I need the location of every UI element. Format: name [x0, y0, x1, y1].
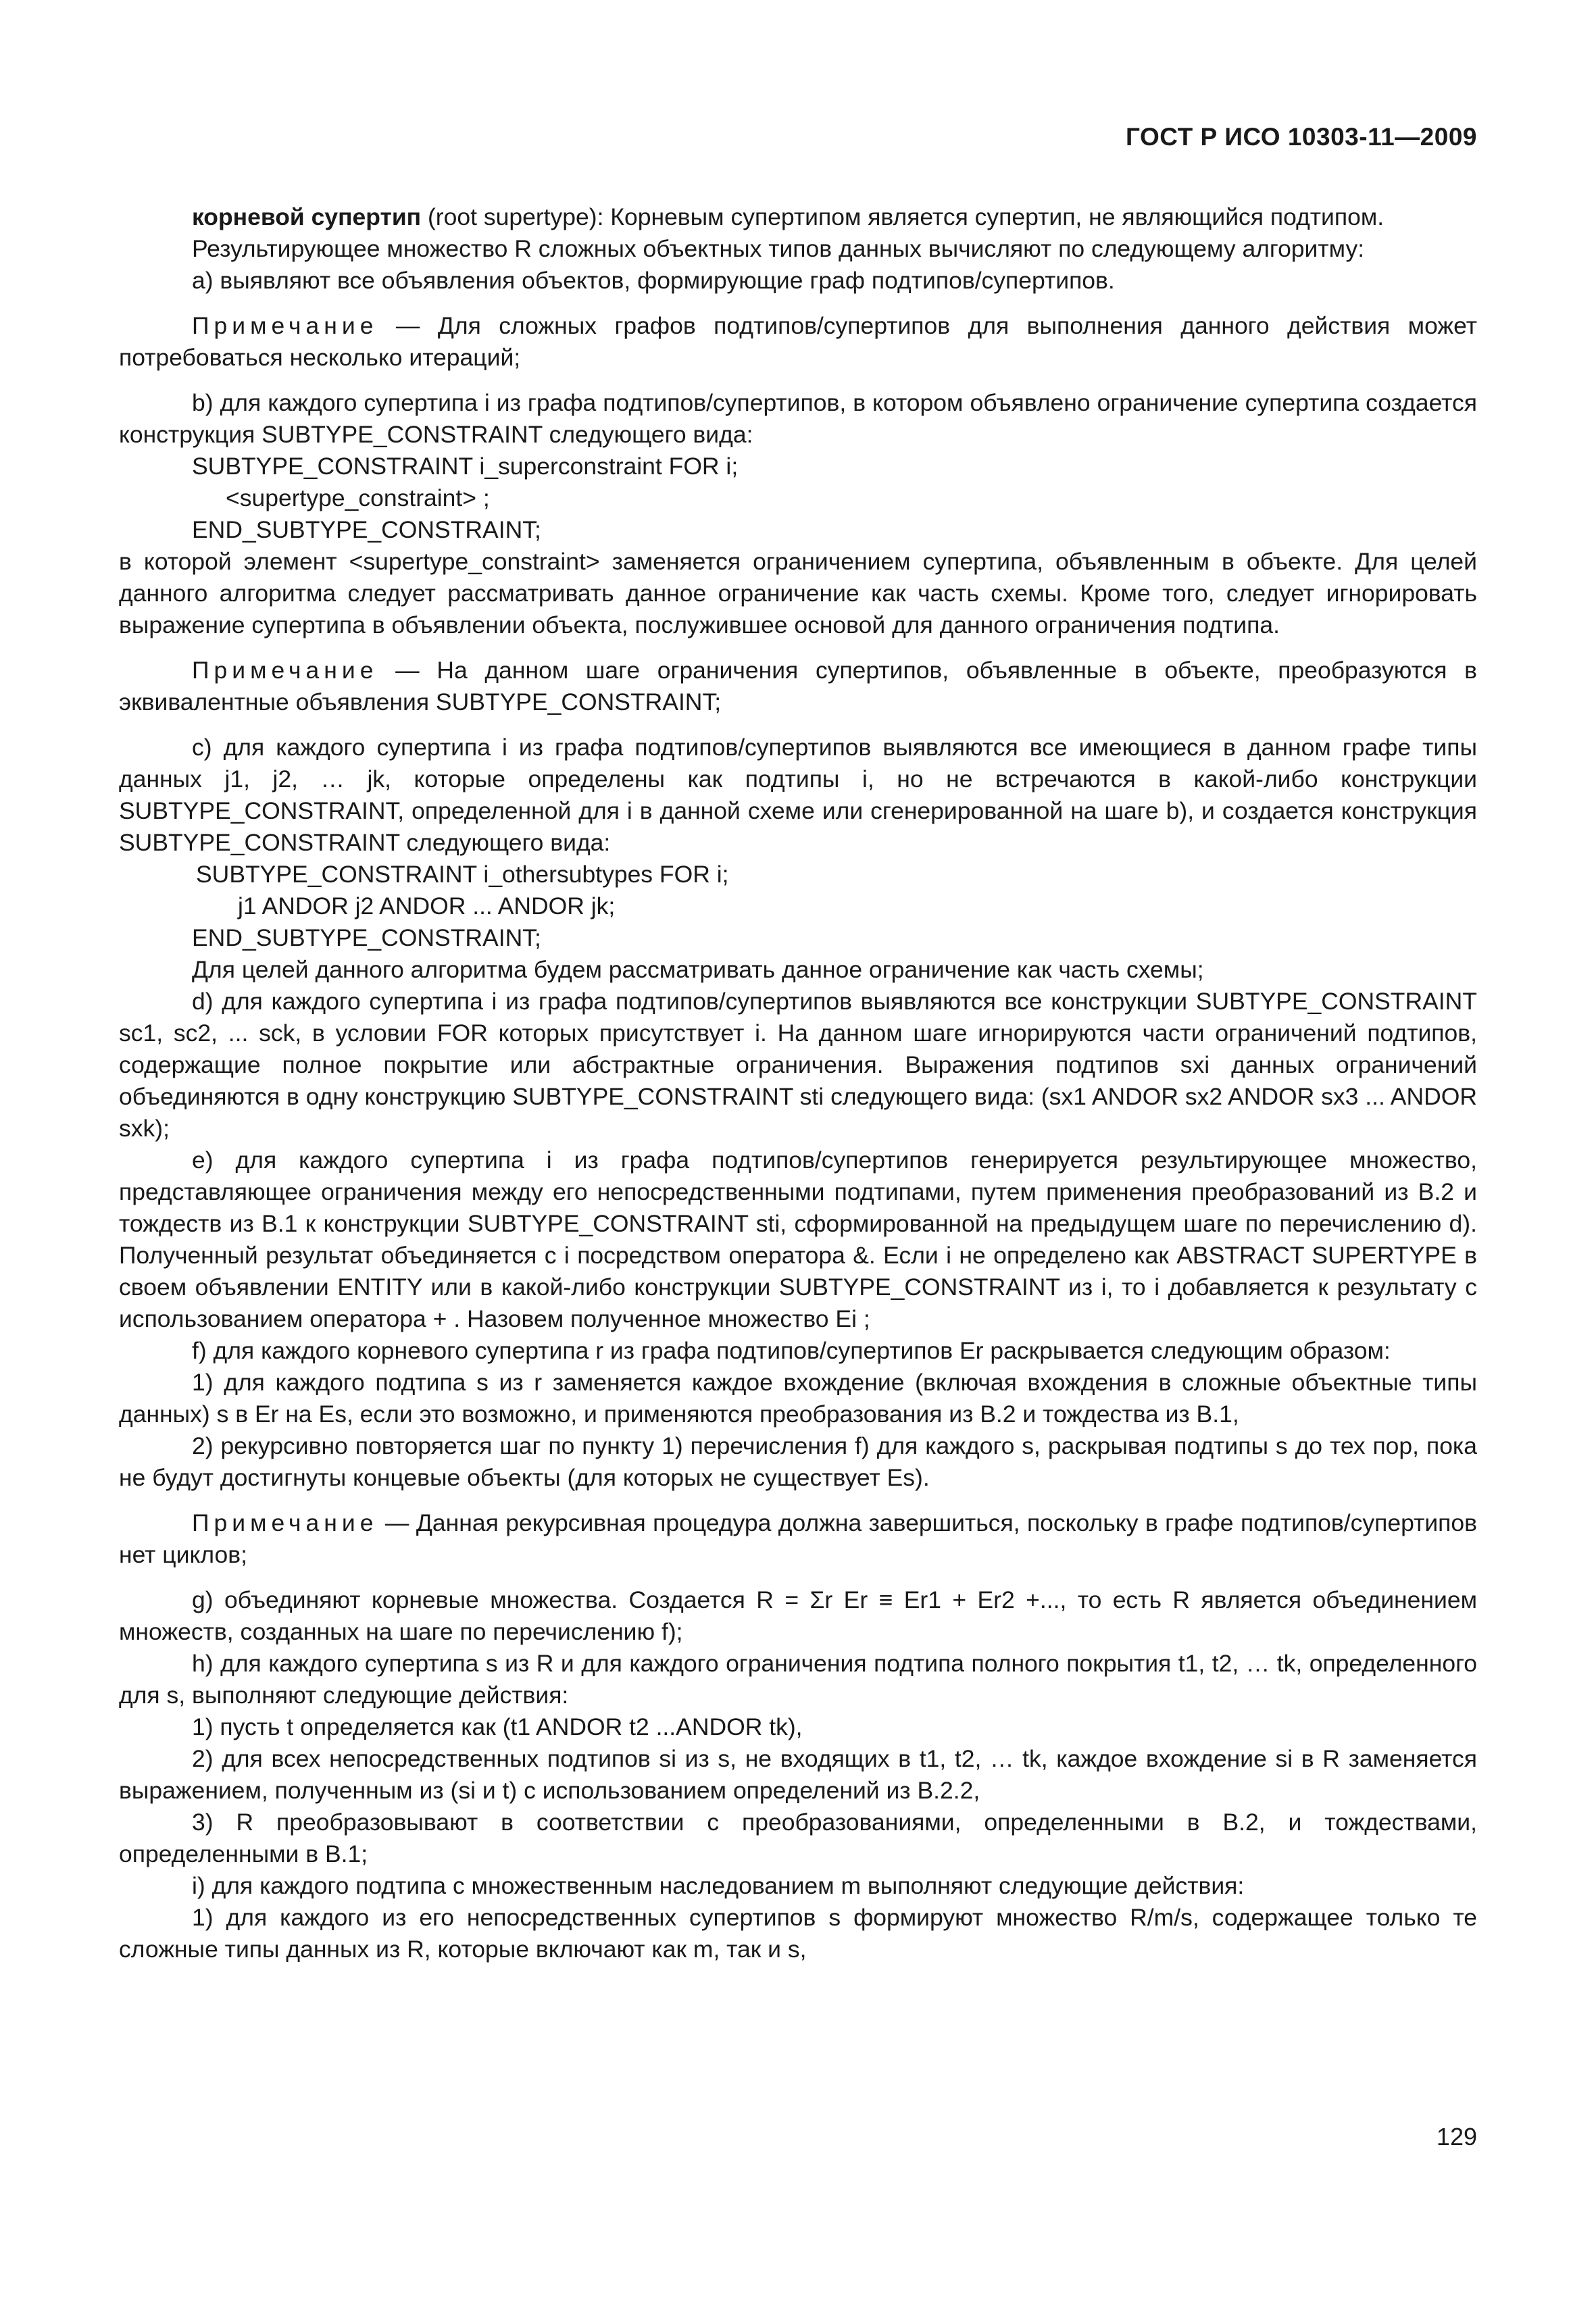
- page-body: [119, 201, 1477, 1965]
- note-3: [119, 1507, 1477, 1571]
- code-line: SUBTYPE_CONSTRAINT i_superconstraint FOR i;: [192, 453, 739, 480]
- definition-root-supertype: (root supertype): Корневым супертипом является супертип, не являющийся подтипом.: [421, 203, 1385, 230]
- step-c-continuation: Для целей данного алгоритма будем рассматривать данное ограничение как часть схемы;: [192, 956, 1204, 983]
- code-line: SUBTYPE_CONSTRAINT i_othersubtypes FOR i;: [196, 861, 729, 888]
- step-g: g) объединяют корневые множества. Создается R = Σr Er ≡ Er1 + Er2 +..., то есть R является объединением множеств, созданных на шаге по перечислению f);: [119, 1586, 1477, 1645]
- step-f-2: 2) рекурсивно повторяется шаг по пункту 1) перечисления f) для каждого s, раскрывая подтипы s до тех пор, пока не будут достигнуты концевые объекты (для которых не существует Es).: [119, 1432, 1477, 1491]
- note-1: [119, 310, 1477, 374]
- page-number: 129: [1436, 2123, 1477, 2150]
- code-line: END_SUBTYPE_CONSTRAINT;: [192, 924, 541, 951]
- note-1-text: — Для сложных графов подтипов/супертипов для выполнения данного действия может потребоваться несколько итераций;: [119, 312, 1477, 371]
- document-header: ГОСТ Р ИСО 10303-11—2009: [1126, 123, 1477, 151]
- step-f-1: 1) для каждого подтипа s из r заменяется каждое вхождение (включая вхождения в сложные объектные типы данных) s в Er на Es, если это возможно, и применяются преобразования из В.2 и тождества из В.1,: [119, 1369, 1477, 1428]
- note-label: Примечание: [192, 657, 378, 684]
- term-root-supertype: корневой супертип: [192, 203, 422, 230]
- step-h-3: 3) R преобразовывают в соответствии с преобразованиями, определенными в В.2, и тождествами, определенными в В.1;: [119, 1809, 1477, 1867]
- code-line: j1 ANDOR j2 ANDOR ... ANDOR jk;: [238, 892, 616, 920]
- note-label: Примечание: [192, 312, 378, 339]
- code-line: <supertype_constraint> ;: [226, 484, 490, 511]
- paragraph-root-supertype: [119, 201, 1477, 233]
- step-h-2: 2) для всех непосредственных подтипов si из s, не входящих в t1, t2, … tk, каждое вхождение si в R заменяется выражением, полученным из (si и t) с использованием определений из В.2.2,: [119, 1745, 1477, 1804]
- note-2-text: — На данном шаге ограничения супертипов, объявленные в объекте, преобразуются в эквивалентные объявления SUBTYPE_CONSTRAINT;: [119, 657, 1477, 715]
- step-b: b) для каждого супертипа i из графа подтипов/супертипов, в котором объявлено ограничение супертипа создается конструкция SUBTYPE_CONSTRAINT следующего вида:: [119, 389, 1477, 448]
- step-c: с) для каждого супертипа i из графа подтипов/супертипов выявляются все имеющиеся в данном графе типы данных j1, j2, … jk, которые определены как подтипы i, но не встречаются в какой-либо конструкции SUBTYPE_CONSTRAINT, определенной для i в данной схеме или сгенерированной на шаге b), и создается конструкция SUBTYPE_CONSTRAINT следующего вида:: [119, 734, 1477, 856]
- step-e: е) для каждого супертипа i из графа подтипов/супертипов генерируется результирующее множество, представляющее ограничения между его непосредственными подтипами, путем применения преобразований из В.2 и тождеств из В.1 к конструкции SUBTYPE_CONSTRAINT sti, сформированной на предыдущем шаге по перечислению d). Полученный результат объединяется с i посредством оператора &. Если i не определено как ABSTRACT SUPERTYPE в своем объявлении ENTITY или в какой-либо конструкции SUBTYPE_CONSTRAINT из i, то i добавляется к результату с использованием оператора + . Назовем полученное множество Ei ;: [119, 1147, 1477, 1332]
- step-b-continuation: в которой элемент <supertype_constraint> заменяется ограничением супертипа, объявленным в объекте. Для целей данного алгоритма следует рассматривать данное ограничение как часть схемы. Кроме того, следует игнорировать выражение супертипа в объявлении объекта, послужившее основой для данного ограничения подтипа.: [119, 548, 1477, 638]
- step-a: а) выявляют все объявления объектов, формирующие граф подтипов/супертипов.: [192, 267, 1115, 294]
- paragraph-result-set: Результирующее множество R сложных объектных типов данных вычисляют по следующему алгоритму:: [192, 235, 1365, 262]
- step-h-1: 1) пусть t определяется как (t1 ANDOR t2 ...ANDOR tk),: [192, 1713, 803, 1740]
- step-i-1: 1) для каждого из его непосредственных супертипов s формируют множество R/m/s, содержащее только те сложные типы данных из R, которые включают как m, так и s,: [119, 1904, 1477, 1963]
- note-2: [119, 655, 1477, 718]
- note-3-text: — Данная рекурсивная процедура должна завершиться, поскольку в графе подтипов/супертипов нет циклов;: [119, 1509, 1477, 1568]
- step-i: i) для каждого подтипа с множественным наследованием m выполняют следующие действия:: [192, 1872, 1245, 1899]
- step-h: h) для каждого супертипа s из R и для каждого ограничения подтипа полного покрытия t1, t2, … tk, определенного для s, выполняют следующие действия:: [119, 1650, 1477, 1709]
- code-line: END_SUBTYPE_CONSTRAINT;: [192, 516, 541, 543]
- step-d: d) для каждого супертипа i из графа подтипов/супертипов выявляются все конструкции SUBTYPE_CONSTRAINT sc1, sc2, ... sck, в условии FOR которых присутствует i. На данном шаге игнорируются части ограничений подтипов, содержащие полное покрытие или абстрактные ограничения. Выражения подтипов sxi данных ограничений объединяются в одну конструкцию SUBTYPE_CONSTRAINT sti следующего вида: (sx1 ANDOR sx2 ANDOR sx3 ... ANDOR sxk);: [119, 988, 1477, 1142]
- note-label: Примечание: [192, 1509, 378, 1536]
- step-f: f) для каждого корневого супертипа r из графа подтипов/супертипов Er раскрывается следующим образом:: [192, 1337, 1391, 1364]
